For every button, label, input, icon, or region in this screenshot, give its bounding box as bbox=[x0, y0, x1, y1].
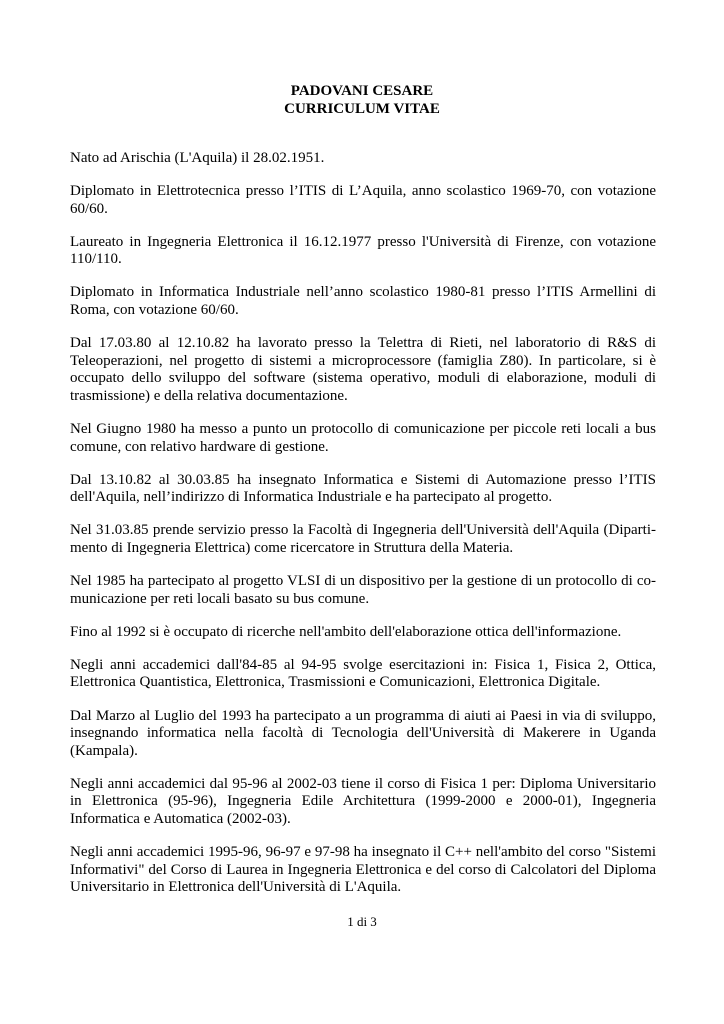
paragraph-esercitazioni: Negli anni accademici dall'84-85 al 94-95 svolge esercitazioni in: Fisica 1, Fisica 2, Ottica, Elettronica Quantistica, Elettronica, Trasmissioni e Comunicazioni, Elettronica Digitale. bbox=[70, 656, 656, 691]
paragraph-uganda: Dal Marzo al Luglio del 1993 ha partecipato a un programma di aiuti ai Paesi in via di sviluppo, insegnando informatica nella facoltà di Tecnologia dell'Università di Makerere in Uganda (Kampala). bbox=[70, 707, 656, 759]
paragraph-telettra: Dal 17.03.80 al 12.10.82 ha lavorato presso la Telettra di Rieti, nel laboratorio di R&S di Teleoperazioni, nel progetto di sistemi a microprocessore (famiglia Z80). In particolare, si è occupato dello sviluppo del software (sistema operativo, moduli di elaborazione, moduli di trasmissione) e della relativa documentazione. bbox=[70, 335, 656, 404]
paragraph-diploma-elettrotecnica: Diplomato in Elettrotecnica presso l’ITIS di L’Aquila, anno scolastico 1969-70, con votazione 60/60. bbox=[70, 183, 656, 217]
paragraph-vlsi: Nel 1985 ha partecipato al progetto VLSI di un dispositivo per la gestione di un protocollo di comunicazione per reti locali basato su bus comune. bbox=[70, 573, 656, 607]
document-title: CURRICULUM VITAE bbox=[284, 101, 440, 117]
paragraph-ottica: Fino al 1992 si è occupato di ricerche nell'ambito dell'elaborazione ottica dell'informazione. bbox=[70, 623, 622, 640]
page-number: 1 di 3 bbox=[347, 914, 377, 929]
paragraph-cpp: Negli anni accademici 1995-96, 96-97 e 97-98 ha insegnato il C++ nell'ambito del corso "Sistemi Informativi" del Corso di Laurea in Ingegneria Elettronica e del corso di Calcolatori del Diploma Universitario in Elettronica dell'Università di L'Aquila. bbox=[70, 844, 656, 896]
paragraph-ricercatore: Nel 31.03.85 prende servizio presso la Facoltà di Ingegneria dell'Università dell'Aquila (Dipartimento di Ingegneria Elettrica) come ricercatore in Struttura della Materia. bbox=[70, 522, 656, 556]
author-name: PADOVANI CESARE bbox=[290, 83, 434, 99]
paragraph-protocollo: Nel Giugno 1980 ha messo a punto un protocollo di comunicazione per piccole reti locali a bus comune, con relativo hardware di gestione. bbox=[70, 421, 656, 455]
document-body bbox=[70, 150, 656, 912]
paragraph-laurea: Laureato in Ingegneria Elettronica il 16.12.1977 presso l'Università di Firenze, con votazione 110/110. bbox=[70, 233, 656, 268]
paragraph-birth: Nato ad Arischia (L'Aquila) il 28.02.1951. bbox=[70, 150, 325, 166]
paragraph-fisica1: Negli anni accademici dal 95-96 al 2002-03 tiene il corso di Fisica 1 per: Diploma Universitario in Elettronica (95-96), Ingegneria Edile Architettura (1999-2000 e 2000-01), Ingegneria Informatica e Automatica (2002-03). bbox=[70, 775, 656, 828]
paragraph-insegnamento-itis: Dal 13.10.82 al 30.03.85 ha insegnato Informatica e Sistemi di Automazione presso l’ITIS dell'Aquila, nell’indirizzo di Informatica Industriale e ha partecipato al progetto. bbox=[70, 471, 656, 506]
document-header bbox=[0, 82, 724, 118]
paragraph-diploma-informatica: Diplomato in Informatica Industriale nell’anno scolastico 1980-81 presso l’ITIS Armellini di Roma, con votazione 60/60. bbox=[70, 284, 656, 319]
